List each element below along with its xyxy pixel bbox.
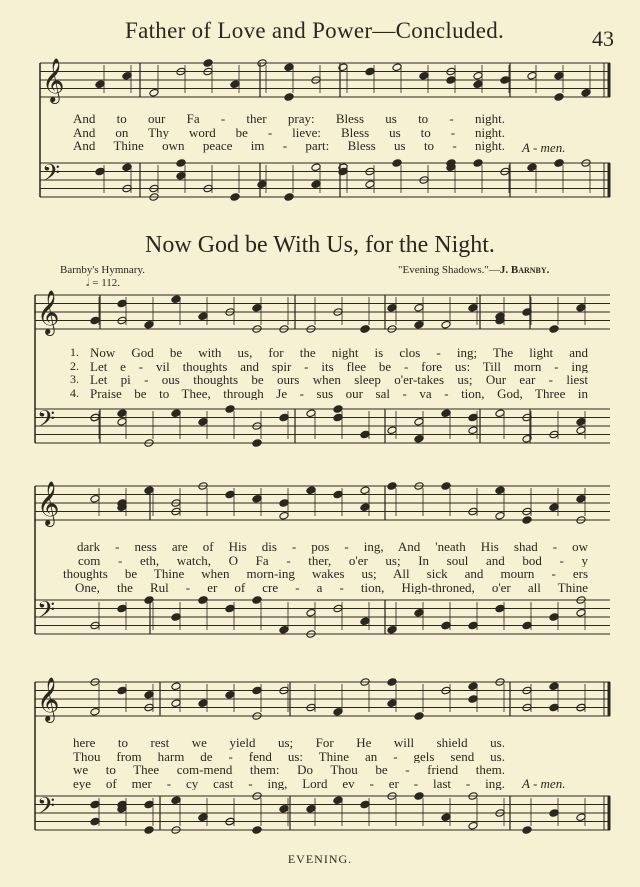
note-head bbox=[554, 71, 564, 80]
note-head bbox=[225, 490, 235, 499]
note-head bbox=[95, 80, 105, 89]
note-head bbox=[279, 625, 289, 634]
note-head bbox=[198, 417, 208, 426]
tune-name-footer: EVENING. bbox=[287, 852, 353, 866]
note-head bbox=[468, 695, 478, 704]
note-head bbox=[392, 159, 402, 168]
note-head bbox=[468, 413, 478, 422]
verse-number: 2. bbox=[70, 358, 79, 373]
tune-attribution bbox=[398, 264, 549, 276]
note-head bbox=[284, 93, 294, 102]
note-head bbox=[252, 826, 262, 835]
note-head bbox=[306, 409, 316, 418]
lyric-line: dark - ness are of His dis - pos - ing, And 'neath His shad - ow bbox=[77, 540, 588, 554]
note-head bbox=[252, 596, 262, 605]
note-head bbox=[90, 316, 100, 325]
note-head bbox=[468, 821, 478, 830]
note-head bbox=[360, 486, 370, 495]
lyric-line: com - eth, watch, O Fa - ther, o'er us; In soul and bod - y bbox=[78, 553, 588, 567]
note-head bbox=[279, 511, 289, 520]
lyric-line: Now God be with us, for the night is clos - ing; The light and bbox=[90, 346, 588, 360]
note-head bbox=[387, 699, 397, 708]
lyric-line: thoughts be Thine when morn-ing wakes us; All sick and mourn - ers bbox=[63, 567, 588, 581]
treble-clef-icon: 𝄞 bbox=[37, 290, 60, 334]
bass-clef-icon: 𝄢 bbox=[37, 792, 56, 825]
note-head bbox=[441, 621, 451, 630]
note-head bbox=[306, 486, 316, 495]
lyrics-system-2 bbox=[63, 540, 588, 594]
note-head bbox=[252, 303, 262, 312]
note-head bbox=[473, 80, 483, 89]
note-head bbox=[333, 413, 343, 422]
lyrics-system-3 bbox=[73, 736, 505, 790]
note-head bbox=[414, 434, 424, 443]
note-head bbox=[171, 699, 181, 708]
note-head bbox=[279, 413, 289, 422]
note-head bbox=[225, 604, 235, 613]
note-head bbox=[117, 686, 127, 695]
note-head bbox=[549, 613, 559, 622]
note-head bbox=[576, 426, 586, 435]
note-head bbox=[225, 405, 235, 414]
note-head bbox=[387, 625, 397, 634]
note-head bbox=[333, 707, 343, 716]
note-head bbox=[279, 499, 289, 508]
note-head bbox=[230, 80, 240, 89]
bass-clef-icon: 𝄢 bbox=[37, 405, 56, 438]
note-head bbox=[198, 312, 208, 321]
note-head bbox=[144, 596, 154, 605]
note-head bbox=[549, 325, 559, 334]
lyric-line: here to rest we yield us; For He will shield us. bbox=[73, 736, 505, 750]
note-head bbox=[522, 826, 532, 835]
note-head bbox=[468, 303, 478, 312]
prev-hymn-lyrics bbox=[73, 112, 505, 153]
note-head bbox=[441, 409, 451, 418]
note-head bbox=[468, 621, 478, 630]
note-head bbox=[576, 813, 586, 822]
lyric-line: One, the Rul - er of cre - a - tion, High-throned, o'er all Thine bbox=[75, 580, 588, 594]
note-head bbox=[576, 417, 586, 426]
lyric-line: Praise be to Thee, through Je - sus our sal - va - tion, God, Three in bbox=[90, 386, 588, 400]
lyrics-system-1 bbox=[90, 346, 588, 400]
note-head bbox=[144, 486, 154, 495]
note-head bbox=[95, 167, 105, 176]
treble-clef-icon: 𝄞 bbox=[42, 58, 65, 102]
note-head bbox=[549, 703, 559, 712]
note-head bbox=[252, 439, 262, 448]
lyric-line: Thou from harm de - fend us: Thine an - gels send us. bbox=[73, 749, 505, 763]
lyric-line: we to Thee com-mend them: Do Thou be - friend them. bbox=[73, 763, 505, 777]
bass-clef-icon: 𝄢 bbox=[42, 159, 61, 192]
note-head bbox=[581, 88, 591, 97]
note-head bbox=[387, 303, 397, 312]
lyric-line: And Thine own peace im - part: Bless us to - night. bbox=[73, 139, 505, 153]
note-head bbox=[230, 193, 240, 202]
note-head bbox=[144, 800, 154, 809]
page-number: 43 bbox=[592, 26, 614, 51]
note-head bbox=[144, 690, 154, 699]
note-head bbox=[117, 409, 127, 418]
note-head bbox=[311, 180, 321, 189]
note-head bbox=[495, 486, 505, 495]
note-head bbox=[387, 482, 397, 491]
note-head bbox=[198, 813, 208, 822]
tune-name: "Evening Shadows."— bbox=[398, 264, 500, 276]
note-head bbox=[90, 494, 100, 503]
note-head bbox=[90, 800, 100, 809]
note-head bbox=[441, 813, 451, 822]
note-head bbox=[360, 617, 370, 626]
note-head bbox=[311, 163, 321, 172]
note-head bbox=[171, 409, 181, 418]
hymn-title: Now God be With Us, for the Night. bbox=[145, 232, 495, 258]
note-head bbox=[306, 608, 316, 617]
note-head bbox=[549, 503, 559, 512]
note-head bbox=[117, 299, 127, 308]
note-head bbox=[198, 596, 208, 605]
note-head bbox=[522, 516, 532, 525]
note-head bbox=[441, 482, 451, 491]
note-head bbox=[122, 163, 132, 172]
note-head bbox=[576, 608, 586, 617]
note-head bbox=[441, 320, 451, 329]
note-head bbox=[279, 804, 289, 813]
note-head bbox=[252, 494, 262, 503]
note-head bbox=[360, 430, 370, 439]
note-head bbox=[414, 320, 424, 329]
note-head bbox=[414, 608, 424, 617]
note-head bbox=[176, 159, 186, 168]
note-head bbox=[198, 699, 208, 708]
running-title: Father of Love and Power—Concluded. bbox=[125, 18, 505, 43]
note-head bbox=[414, 417, 424, 426]
note-head bbox=[549, 682, 559, 691]
note-head bbox=[203, 59, 213, 68]
note-head bbox=[284, 63, 294, 72]
note-head bbox=[419, 71, 429, 80]
note-head bbox=[360, 800, 370, 809]
amen-text: A - men. bbox=[522, 776, 566, 791]
note-head bbox=[365, 180, 375, 189]
bass-clef-icon: 𝄢 bbox=[37, 596, 56, 629]
note-head bbox=[495, 409, 505, 418]
note-head bbox=[495, 604, 505, 613]
note-head bbox=[468, 682, 478, 691]
tempo-marking bbox=[86, 277, 120, 290]
note-head bbox=[176, 171, 186, 180]
note-head bbox=[90, 817, 100, 826]
note-head bbox=[117, 604, 127, 613]
note-head bbox=[306, 804, 316, 813]
note-head bbox=[392, 63, 402, 72]
note-head bbox=[527, 71, 537, 80]
note-head bbox=[284, 193, 294, 202]
note-head bbox=[522, 621, 532, 630]
tempo-value: = 112. bbox=[92, 277, 121, 289]
amen-text: A - men. bbox=[522, 140, 566, 155]
note-head bbox=[387, 426, 397, 435]
note-head bbox=[360, 503, 370, 512]
note-head bbox=[446, 76, 456, 85]
note-head bbox=[554, 93, 564, 102]
note-head bbox=[473, 159, 483, 168]
note-head bbox=[414, 712, 424, 721]
note-head bbox=[257, 180, 267, 189]
note-head bbox=[414, 303, 424, 312]
note-head bbox=[554, 159, 564, 168]
treble-clef-icon: 𝄞 bbox=[37, 677, 60, 721]
note-head bbox=[122, 71, 132, 80]
note-head bbox=[576, 303, 586, 312]
verse-number: 1. bbox=[70, 345, 79, 359]
note-head bbox=[387, 678, 397, 687]
treble-clef-icon: 𝄞 bbox=[37, 481, 60, 525]
note-head bbox=[333, 405, 343, 414]
note-head bbox=[171, 613, 181, 622]
half-note-icon: 𝅗𝅥 bbox=[86, 277, 90, 289]
composer: J. Barnby. bbox=[499, 264, 550, 276]
note-head bbox=[473, 71, 483, 80]
note-head bbox=[333, 490, 343, 499]
note-head bbox=[549, 809, 559, 818]
verse-number: 3. bbox=[70, 372, 79, 386]
lyric-line: And to our Fa - ther pray: Bless us to - night. bbox=[73, 112, 505, 126]
lyric-line: eye of mer - cy cast - ing, Lord ev - er - last - ing. bbox=[73, 776, 505, 790]
note-head bbox=[576, 494, 586, 503]
note-head bbox=[333, 796, 343, 805]
note-head bbox=[527, 163, 537, 172]
verse-numbers bbox=[70, 346, 79, 400]
lyric-line: Let pi - ous thoughts be ours when sleep o'er-takes us; Our ear - liest bbox=[90, 373, 588, 387]
note-head bbox=[468, 426, 478, 435]
note-head bbox=[149, 88, 159, 97]
note-head bbox=[171, 682, 181, 691]
verse-number: 4. bbox=[70, 385, 79, 400]
note-head bbox=[252, 686, 262, 695]
note-head bbox=[117, 417, 127, 426]
note-head bbox=[500, 76, 510, 85]
note-head bbox=[171, 796, 181, 805]
note-head bbox=[414, 792, 424, 801]
note-head bbox=[365, 67, 375, 76]
hymn-source: Barnby's Hymnary. bbox=[60, 264, 145, 276]
lyric-line: And on Thy word be - lieve: Bless us to - night. bbox=[73, 125, 505, 139]
note-head bbox=[225, 690, 235, 699]
note-head bbox=[144, 826, 154, 835]
lyric-line: Let e - vil thoughts and spir - its flee be - fore us: Till morn - ing bbox=[90, 359, 588, 373]
note-head bbox=[171, 295, 181, 304]
note-head bbox=[495, 511, 505, 520]
note-head bbox=[90, 707, 100, 716]
note-head bbox=[144, 320, 154, 329]
